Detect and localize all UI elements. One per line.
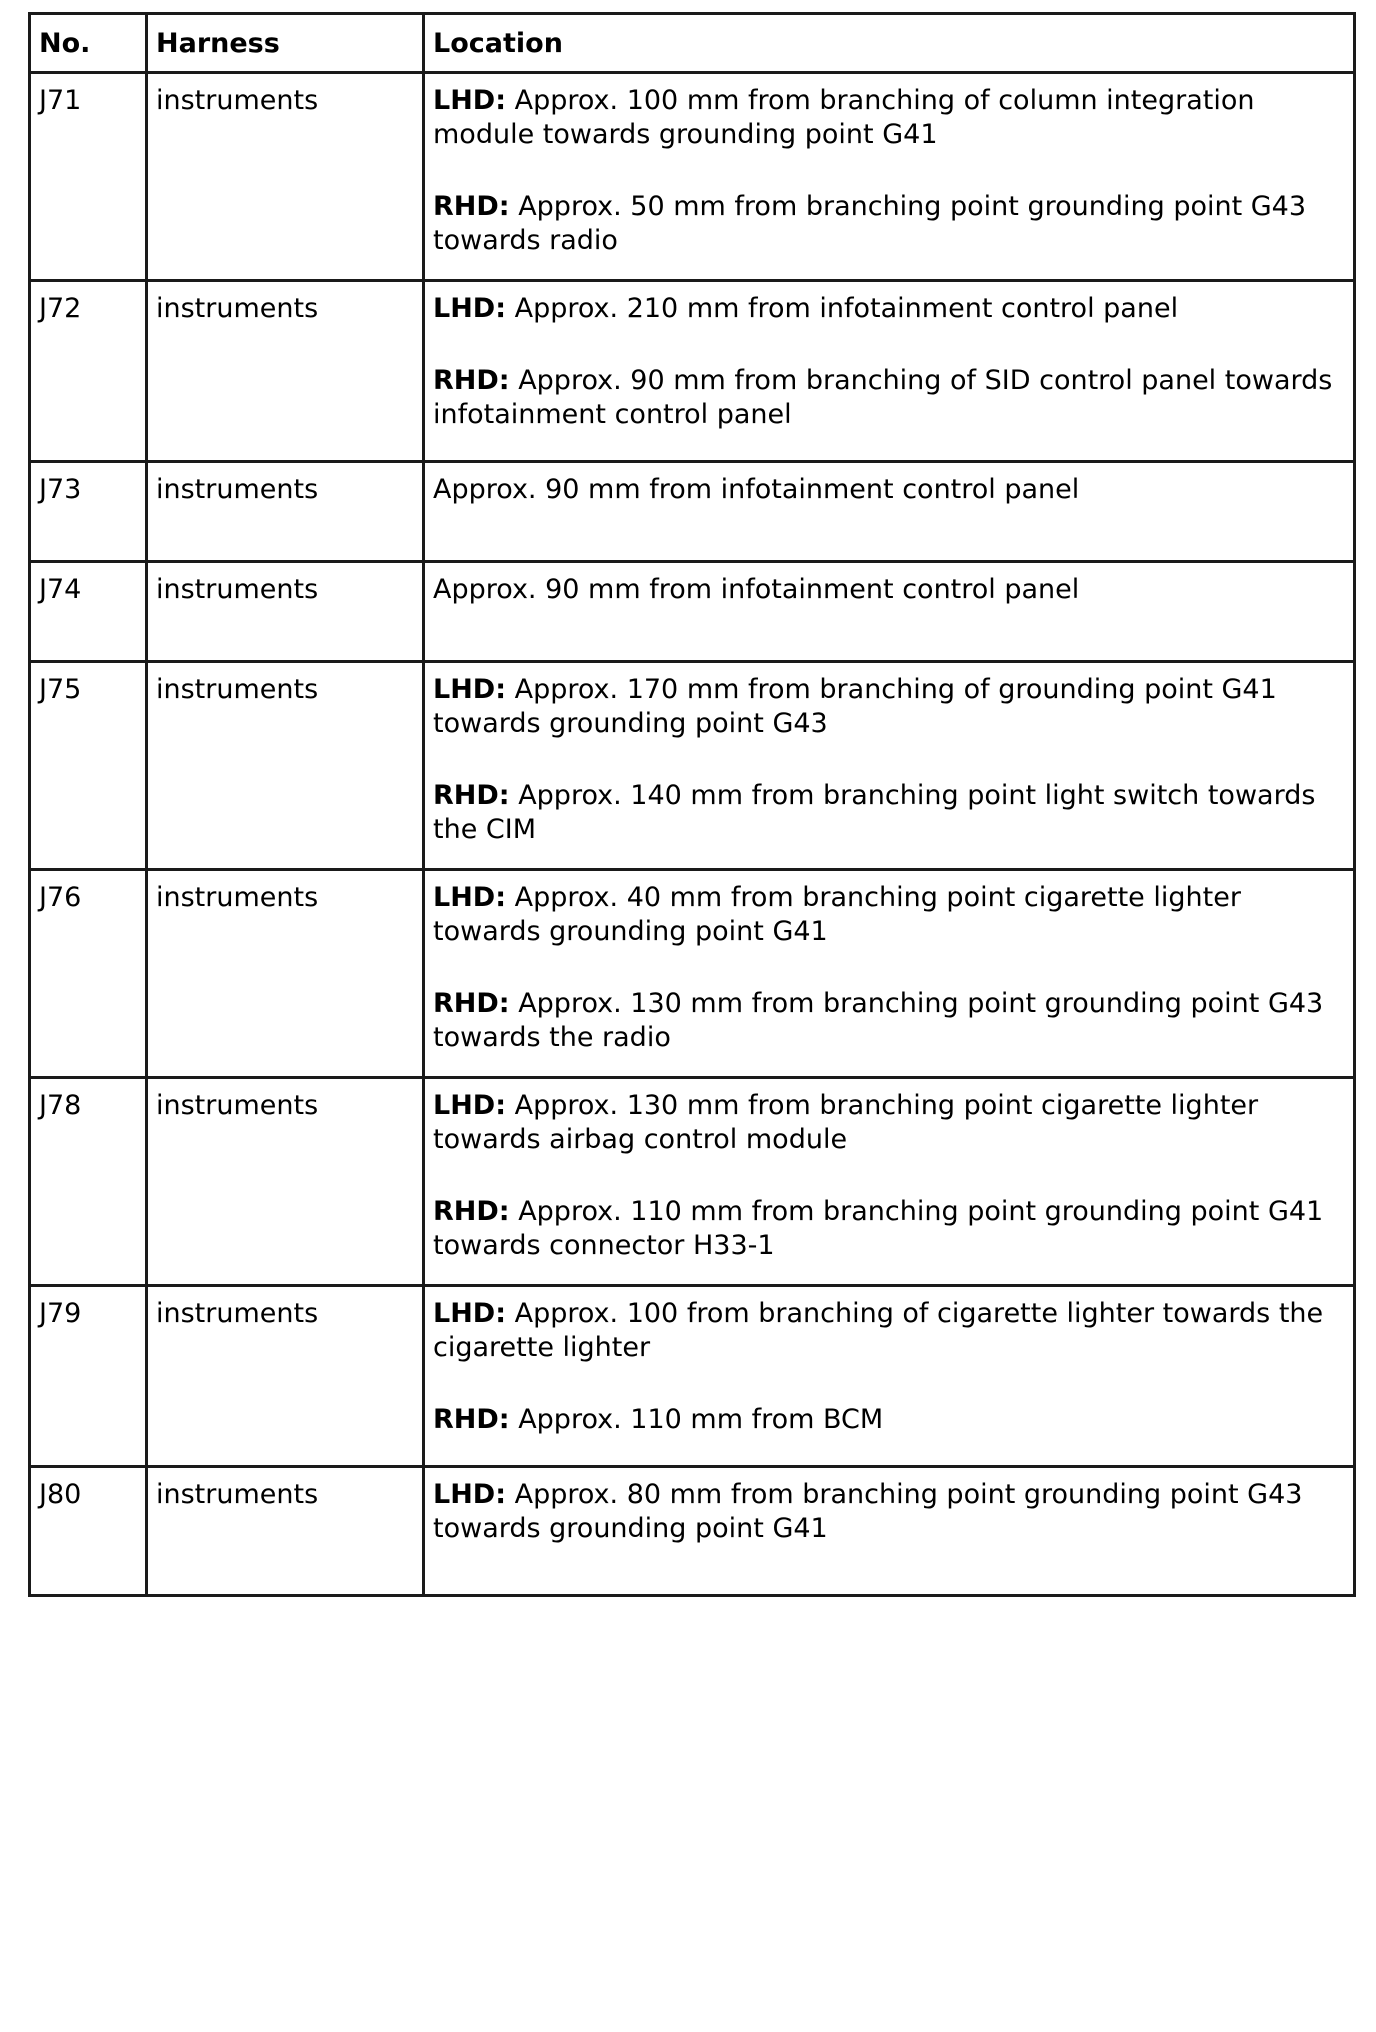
table-body bbox=[30, 73, 1355, 1596]
header-harness: Harness bbox=[147, 14, 424, 73]
table-row bbox=[30, 462, 1355, 562]
location-paragraph bbox=[433, 573, 1345, 607]
cell-location bbox=[424, 1286, 1355, 1467]
cell-harness: instruments bbox=[147, 562, 424, 662]
header-location: Location bbox=[424, 14, 1355, 73]
location-drive-prefix: LHD: bbox=[433, 85, 507, 116]
location-drive-prefix: RHD: bbox=[433, 1404, 510, 1435]
location-text: Approx. 90 mm from infotainment control panel bbox=[433, 474, 1080, 505]
header-row bbox=[30, 14, 1355, 73]
location-paragraph bbox=[433, 84, 1345, 152]
cell-harness: instruments bbox=[147, 1078, 424, 1286]
location-text: Approx. 210 mm from infotainment control panel bbox=[514, 293, 1179, 324]
location-text: Approx. 100 mm from branching of column integration module towards grounding point G41 bbox=[433, 85, 1255, 150]
location-text: Approx. 140 mm from branching point light switch towards the CIM bbox=[433, 780, 1316, 845]
cell-connector-no: J71 bbox=[30, 73, 147, 281]
cell-location bbox=[424, 281, 1355, 462]
location-text: Approx. 90 mm from infotainment control panel bbox=[433, 574, 1080, 605]
table-row bbox=[30, 281, 1355, 462]
header-no: No. bbox=[30, 14, 147, 73]
location-drive-prefix: RHD: bbox=[433, 780, 510, 811]
table-row bbox=[30, 1286, 1355, 1467]
cell-connector-no: J80 bbox=[30, 1467, 147, 1596]
cell-location bbox=[424, 870, 1355, 1078]
location-drive-prefix: LHD: bbox=[433, 293, 507, 324]
location-drive-prefix: LHD: bbox=[433, 1298, 507, 1329]
cell-connector-no: J76 bbox=[30, 870, 147, 1078]
table-row bbox=[30, 1078, 1355, 1286]
location-paragraph bbox=[433, 1403, 1345, 1437]
location-text: Approx. 130 mm from branching point grounding point G43 towards the radio bbox=[433, 988, 1324, 1053]
location-text: Approx. 100 from branching of cigarette lighter towards the cigarette lighter bbox=[433, 1298, 1324, 1363]
location-drive-prefix: RHD: bbox=[433, 191, 510, 222]
cell-connector-no: J74 bbox=[30, 562, 147, 662]
cell-location bbox=[424, 73, 1355, 281]
cell-location bbox=[424, 462, 1355, 562]
cell-harness: instruments bbox=[147, 281, 424, 462]
location-drive-prefix: LHD: bbox=[433, 1090, 507, 1121]
location-paragraph bbox=[433, 987, 1345, 1055]
table-row bbox=[30, 1467, 1355, 1596]
location-paragraph bbox=[433, 1195, 1345, 1263]
cell-location bbox=[424, 1467, 1355, 1596]
cell-location bbox=[424, 562, 1355, 662]
cell-harness: instruments bbox=[147, 1467, 424, 1596]
location-drive-prefix: LHD: bbox=[433, 882, 507, 913]
location-paragraph bbox=[433, 364, 1345, 432]
table-row bbox=[30, 662, 1355, 870]
cell-harness: instruments bbox=[147, 662, 424, 870]
cell-harness: instruments bbox=[147, 1286, 424, 1467]
location-paragraph bbox=[433, 673, 1345, 741]
cell-location bbox=[424, 1078, 1355, 1286]
cell-location bbox=[424, 662, 1355, 870]
cell-connector-no: J73 bbox=[30, 462, 147, 562]
table-header bbox=[30, 14, 1355, 73]
location-paragraph bbox=[433, 1089, 1345, 1157]
location-paragraph bbox=[433, 292, 1345, 326]
location-paragraph bbox=[433, 190, 1345, 258]
location-drive-prefix: RHD: bbox=[433, 988, 510, 1019]
location-text: Approx. 80 mm from branching point grounding point G43 towards grounding point G41 bbox=[433, 1479, 1303, 1544]
cell-harness: instruments bbox=[147, 870, 424, 1078]
location-paragraph bbox=[433, 881, 1345, 949]
location-text: Approx. 110 mm from BCM bbox=[518, 1404, 884, 1435]
table-row bbox=[30, 870, 1355, 1078]
location-text: Approx. 170 mm from branching of grounding point G41 towards grounding point G43 bbox=[433, 674, 1277, 739]
table-row bbox=[30, 73, 1355, 281]
cell-connector-no: J79 bbox=[30, 1286, 147, 1467]
location-text: Approx. 130 mm from branching point cigarette lighter towards airbag control module bbox=[433, 1090, 1259, 1155]
location-text: Approx. 110 mm from branching point grounding point G41 towards connector H33-1 bbox=[433, 1196, 1324, 1261]
cell-connector-no: J78 bbox=[30, 1078, 147, 1286]
table-row bbox=[30, 562, 1355, 662]
location-drive-prefix: RHD: bbox=[433, 365, 510, 396]
cell-connector-no: J75 bbox=[30, 662, 147, 870]
location-paragraph bbox=[433, 779, 1345, 847]
cell-harness: instruments bbox=[147, 73, 424, 281]
location-text: Approx. 40 mm from branching point cigarette lighter towards grounding point G41 bbox=[433, 882, 1241, 947]
cell-connector-no: J72 bbox=[30, 281, 147, 462]
location-paragraph bbox=[433, 473, 1345, 507]
location-paragraph bbox=[433, 1297, 1345, 1365]
location-drive-prefix: RHD: bbox=[433, 1196, 510, 1227]
location-paragraph bbox=[433, 1478, 1345, 1546]
location-text: Approx. 50 mm from branching point grounding point G43 towards radio bbox=[433, 191, 1307, 256]
location-text: Approx. 90 mm from branching of SID control panel towards infotainment control panel bbox=[433, 365, 1333, 430]
location-drive-prefix: LHD: bbox=[433, 674, 507, 705]
location-drive-prefix: LHD: bbox=[433, 1479, 507, 1510]
cell-harness: instruments bbox=[147, 462, 424, 562]
connector-location-table bbox=[28, 12, 1356, 1597]
